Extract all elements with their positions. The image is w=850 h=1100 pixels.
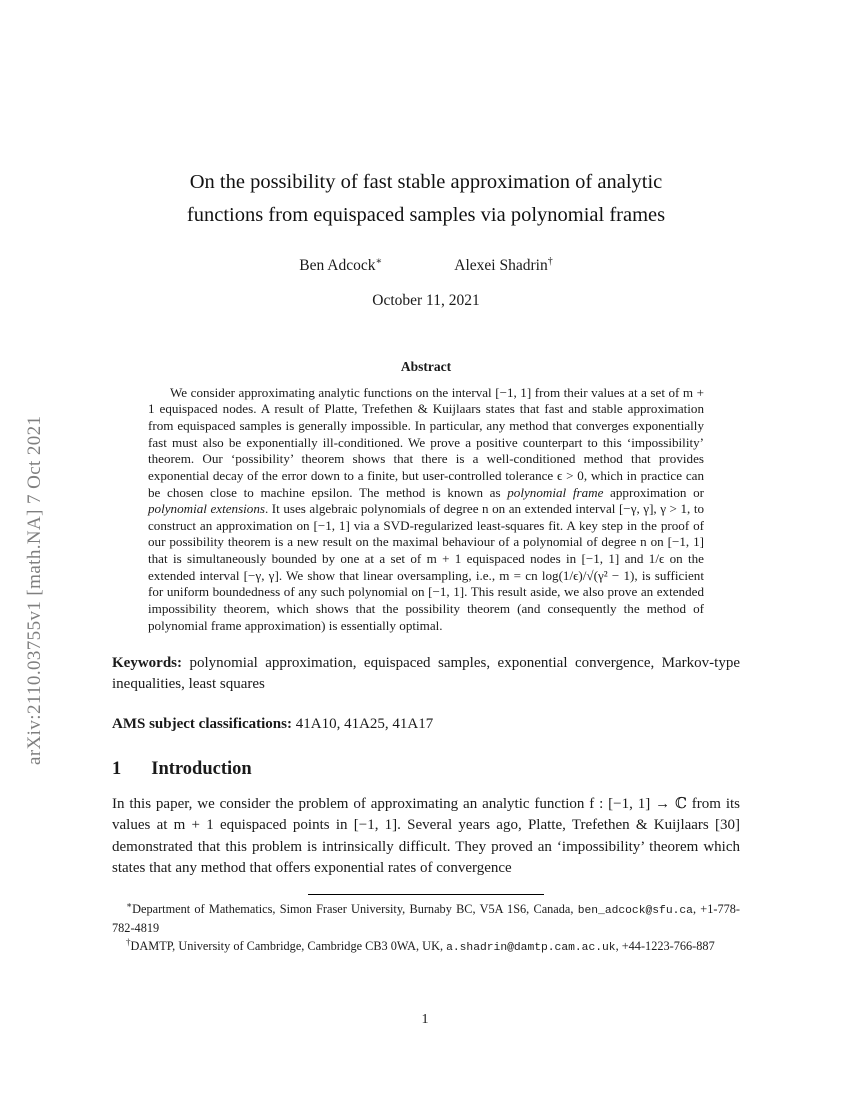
abstract-italic-term-2: polynomial extensions [148, 501, 265, 517]
footnote-2 [112, 936, 740, 956]
author-footnote-mark: ∗ [375, 255, 383, 267]
abstract-text-1: We consider approximating analytic functions on the interval [−1, 1] from their values at a set of m + 1 equispaced nodes. A result of Platte, Trefethen & Kuijlaars states that fast and stable approximation from equispaced samples is generally impossible. In particular, any method that converges exponentially fast must also be exponentially ill-conditioned. We prove a positive counterpart to this ‘impossibility’ theorem. Our ‘possibility’ theorem shows that there is a well-conditioned method that provides exponential decay of the error down to a finite, but user-controlled tolerance ϵ > 0, which in practice can be chosen close to machine epsilon. The method is known as [148, 384, 704, 500]
footnote-1-email: ben_adcock@sfu.ca [577, 905, 693, 918]
footnote-2-text: DAMTP, University of Cambridge, Cambridge CB3 0WA, UK, [130, 939, 447, 954]
author-list [112, 256, 740, 275]
keywords-label: Keywords: [112, 655, 182, 672]
paper-date: October 11, 2021 [372, 291, 480, 309]
introduction-paragraph: In this paper, we consider the problem of approximating an analytic function f : [−1, 1] → ℂ from its values at m + 1 equispaced points in [−1, 1]. Several years ago, Platte, Trefethen & Kuijlaars [30] demonstrated that this problem is intrinsically difficult. They proved an ‘impossibility’ theorem which states that any method that offers exponential rates of convergence [112, 796, 740, 877]
ams-label: AMS subject classifications: [112, 716, 292, 733]
ams-classifications-block [112, 714, 740, 735]
footnote-2-email: a.shadrin@damtp.cam.ac.uk [446, 942, 616, 955]
footnote-2-tail: , +44-1223-766-887 [615, 939, 715, 954]
abstract-paragraph [148, 385, 704, 634]
author-ben-adcock [299, 256, 382, 275]
arxiv-watermark: arXiv:2110.03755v1 [math.NA] 7 Oct 2021 [24, 415, 45, 765]
section-number: 1 [112, 759, 122, 780]
footnote-1 [112, 899, 740, 936]
abstract-text-3: . It uses algebraic polynomials of degree n on an extended interval [−γ, γ], γ > 1, to construct an approximation on [−1, 1] via a SVD-regularized least-squares fit. A key step in the proof of our possibility theorem is a new result on the maximal behaviour of a polynomial of degree n on [−1, 1] that is simultaneously bounded by one at a set of m + 1 equispaced nodes in [−1, 1] and 1/ϵ on the extended interval [−γ, γ]. We show that linear oversampling, i.e., m = cn log(1/ϵ)/√(γ² − 1), is sufficient for uniform boundedness of any such polynomial on [−1, 1]. This result aside, we also prove an extended impossibility theorem, which shows that the possibility theorem (and consequently the method of polynomial frame approximation) is essentially optimal. [148, 501, 704, 633]
keywords-text: polynomial approximation, equispaced samples, exponential convergence, Markov-type inequalities, least squares [112, 655, 740, 693]
paper-title-line-1: On the possibility of fast stable approximation of analytic [189, 171, 663, 193]
section-heading-introduction [112, 759, 740, 780]
section-title: Introduction [151, 759, 252, 780]
footnote-1-mark: ∗ [126, 900, 133, 911]
abstract-heading: Abstract [400, 358, 452, 374]
footnote-2-mark: † [126, 937, 131, 948]
paper-title-line-2: functions from equispaced samples via polynomial frames [186, 203, 666, 226]
author-alexei-shadrin [454, 256, 552, 275]
footnote-1-text: Department of Mathematics, Simon Fraser University, Burnaby BC, V5A 1S6, Canada, [132, 902, 578, 917]
footnotes [112, 899, 740, 957]
abstract-italic-term-1: polynomial frame [507, 484, 604, 500]
paper-content [112, 0, 740, 957]
author-footnote-mark: † [547, 255, 553, 267]
paper-title [112, 166, 740, 232]
author-name: Alexei Shadrin [454, 256, 548, 274]
page-number: 1 [421, 1012, 429, 1027]
author-name: Ben Adcock [299, 256, 376, 274]
ams-text: 41A10, 41A25, 41A17 [292, 716, 434, 733]
abstract-text-2: approximation or [603, 484, 704, 500]
keywords-block [112, 653, 740, 695]
footnote-divider [308, 894, 544, 895]
footnote-1-tail: , +1-778-782-4819 [112, 902, 740, 935]
